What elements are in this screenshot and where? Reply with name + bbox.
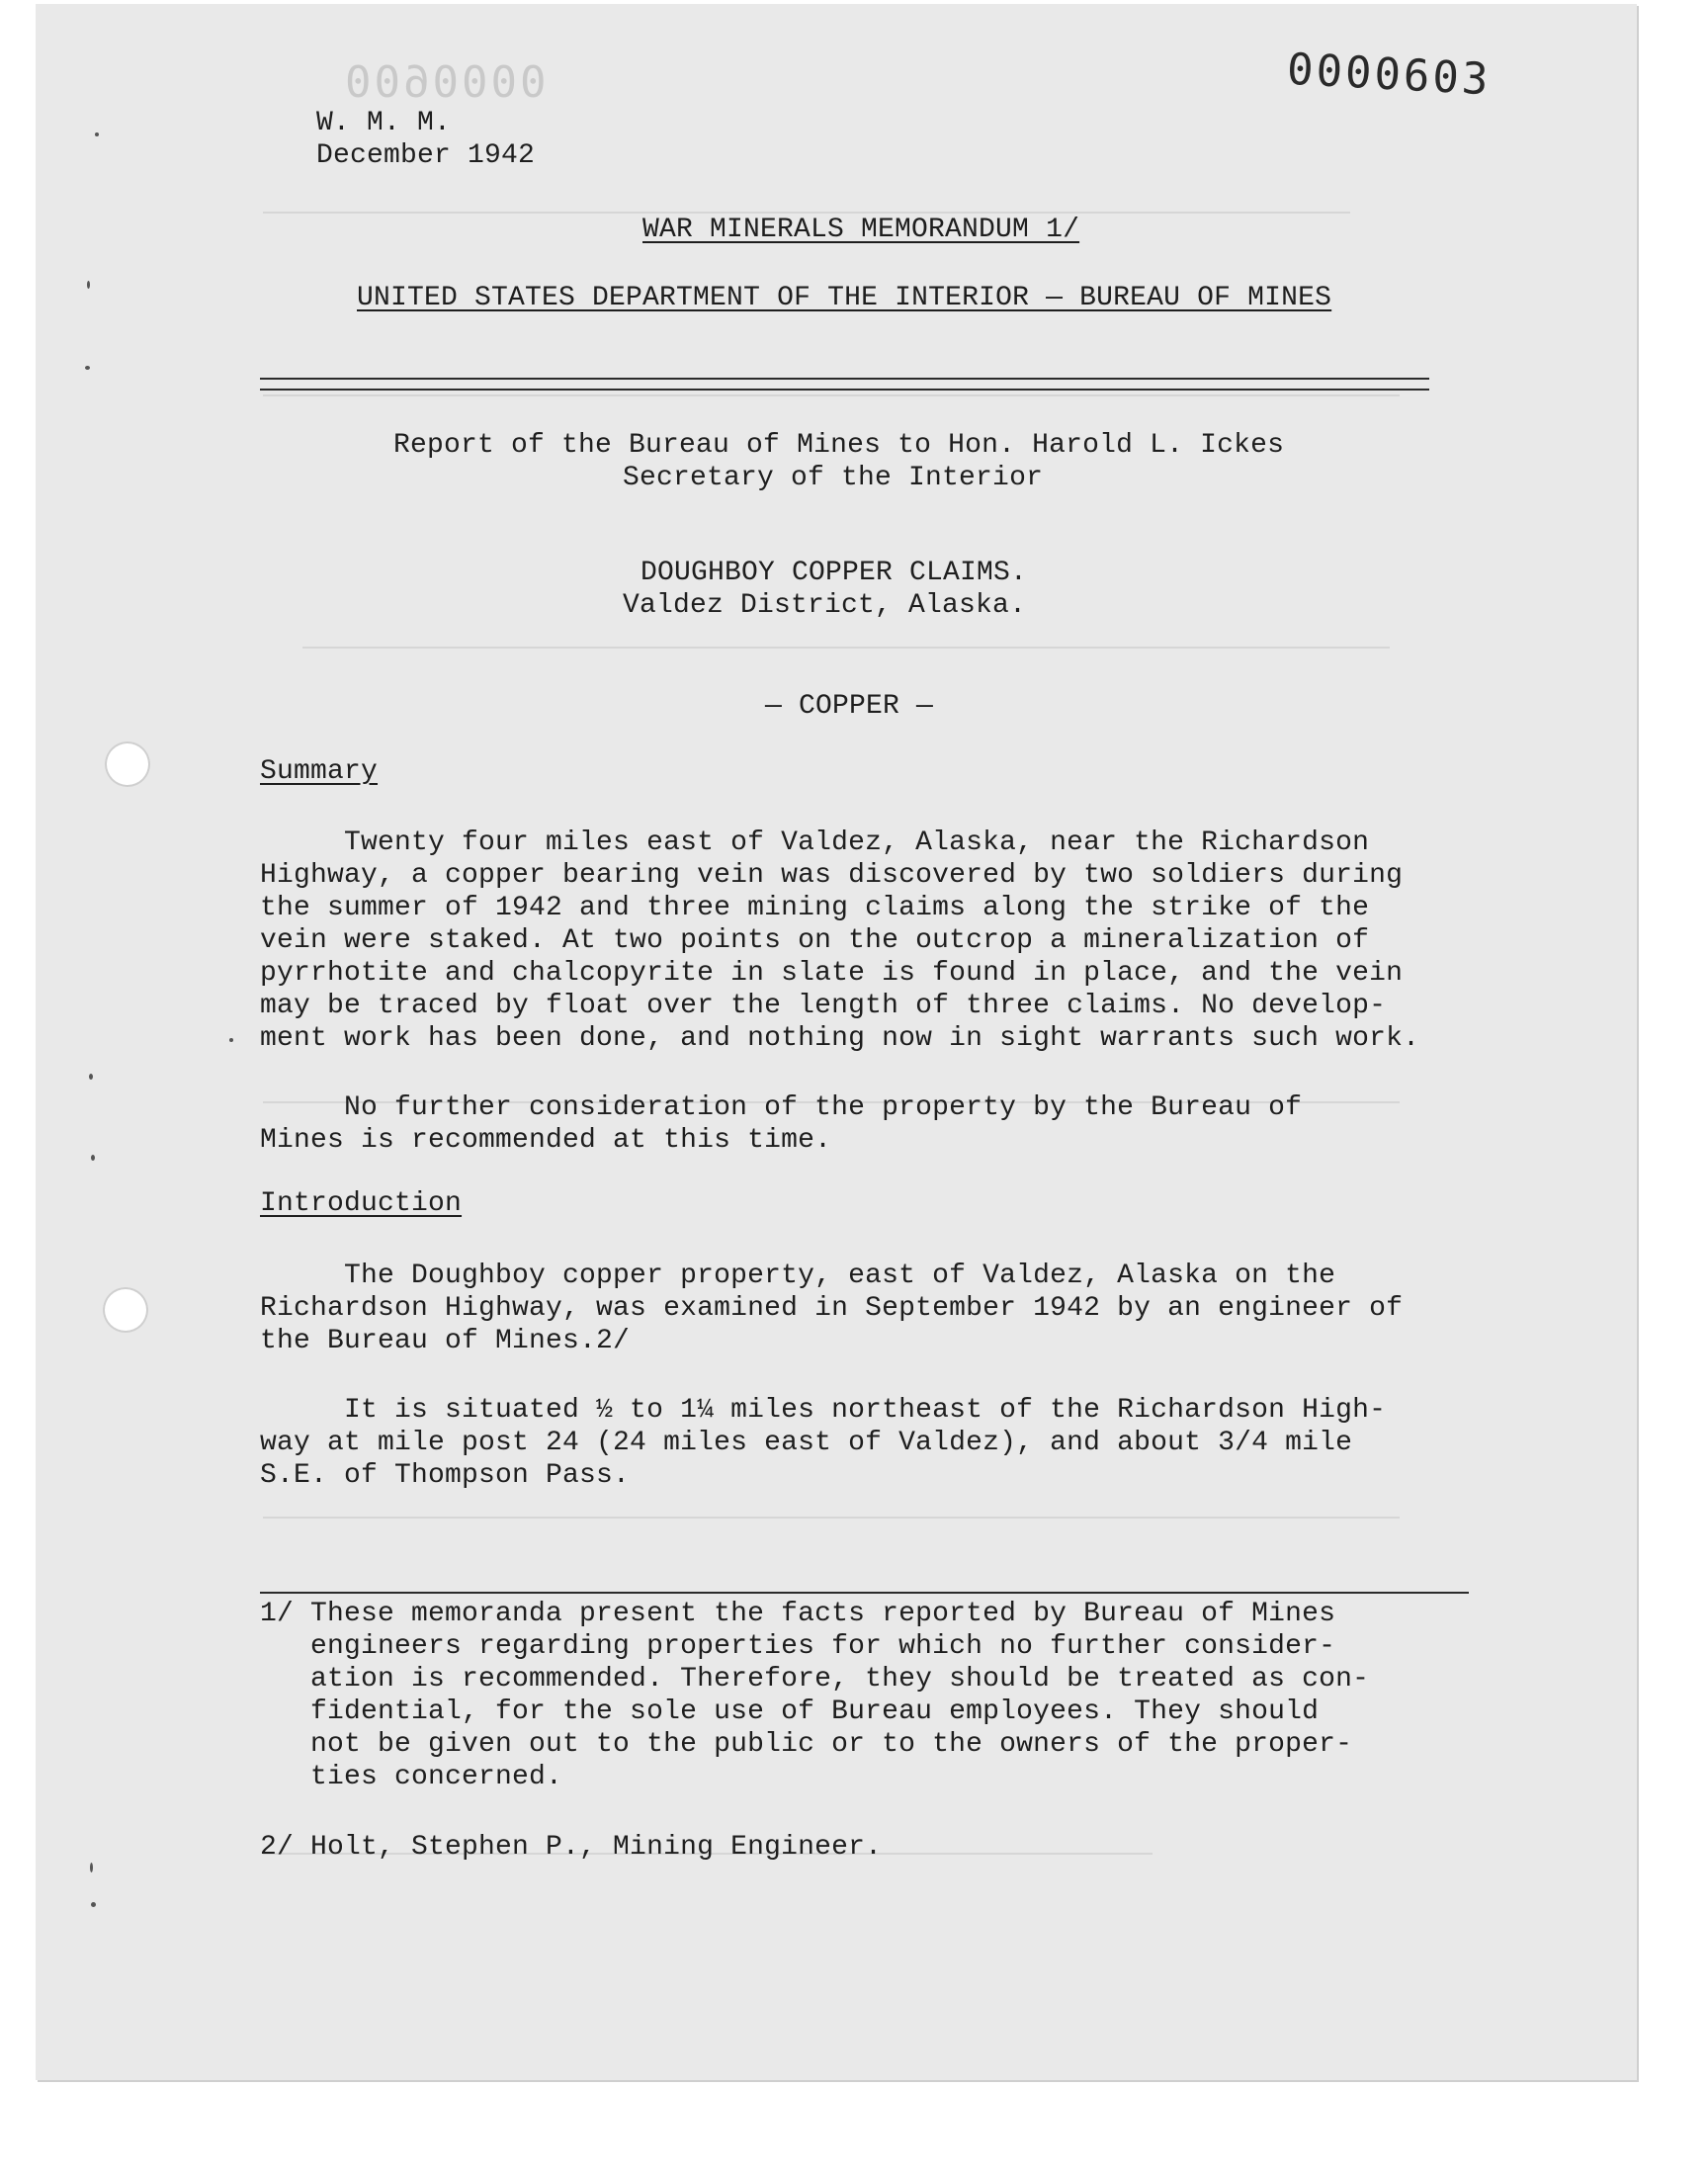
- text-line: ties concerned.: [260, 1762, 563, 1792]
- double-rule-top: [260, 378, 1429, 380]
- text-line: pyrrhotite and chalcopyrite in slate is found in place, and the vein: [260, 958, 1404, 989]
- double-rule-bottom: [260, 389, 1429, 391]
- text-line: Twenty four miles east of Valdez, Alaska, near the Richardson: [260, 827, 1370, 858]
- department-title: UNITED STATES DEPARTMENT OF THE INTERIOR — BUREAU OF MINES: [357, 283, 1332, 313]
- footnote-2: 2/ Holt, Stephen P., Mining Engineer.: [260, 1832, 883, 1863]
- text-line: ation is recommended. Therefore, they should be treated as con-: [260, 1664, 1370, 1695]
- scan-speck: [89, 1074, 93, 1080]
- punch-hole-bottom: [103, 1287, 148, 1333]
- scan-speck: [229, 1038, 233, 1042]
- text-line: Mines is recommended at this time.: [260, 1125, 832, 1156]
- report-line-1: Report of the Bureau of Mines to Hon. Harold L. Ickes: [393, 430, 1285, 461]
- scan-speck: [91, 1902, 96, 1907]
- scan-speck: [91, 1155, 95, 1161]
- document-page: [36, 4, 1637, 2080]
- bleed-through-line: [263, 394, 1400, 396]
- commodity: — COPPER —: [765, 691, 934, 722]
- text-line: fidential, for the sole use of Bureau employees. They should: [260, 1696, 1320, 1727]
- memo-title: WAR MINERALS MEMORANDUM 1/: [642, 215, 1080, 245]
- text-line: ment work has been done, and nothing now in sight warrants such work.: [260, 1023, 1420, 1054]
- text-line: 1/ These memoranda present the facts reported by Bureau of Mines: [260, 1599, 1336, 1629]
- introduction-heading: Introduction: [260, 1188, 463, 1219]
- text-line: not be given out to the public or to the owners of the proper-: [260, 1729, 1353, 1760]
- text-line: It is situated ½ to 1¼ miles northeast of the Richardson High-: [260, 1395, 1387, 1426]
- text-line: vein were staked. At two points on the outcrop a mineralization of: [260, 925, 1370, 956]
- scan-speck: [95, 132, 99, 136]
- text-line: the Bureau of Mines.2/: [260, 1326, 631, 1356]
- district: Valdez District, Alaska.: [623, 590, 1027, 621]
- text-line: the summer of 1942 and three mining claims along the strike of the: [260, 893, 1370, 923]
- text-line: engineers regarding properties for which no further consider-: [260, 1631, 1336, 1662]
- scan-speck: [87, 281, 90, 289]
- ghost-stamp-number: 0000600: [342, 57, 547, 108]
- text-line: S.E. of Thompson Pass.: [260, 1460, 631, 1491]
- scan-speck: [85, 366, 90, 370]
- memo-date: December 1942: [316, 140, 536, 171]
- text-line: No further consideration of the property by the Bureau of: [260, 1092, 1303, 1123]
- text-line: The Doughboy copper property, east of Valdez, Alaska on the: [260, 1261, 1336, 1291]
- scan-speck: [90, 1863, 93, 1872]
- report-line-2: Secretary of the Interior: [623, 463, 1044, 493]
- text-line: may be traced by float over the length of three claims. No develop-: [260, 991, 1387, 1021]
- bleed-through-line: [302, 647, 1390, 649]
- stamp-number: 0000603: [1285, 44, 1493, 106]
- punch-hole-top: [105, 741, 150, 787]
- footnote-rule: [260, 1592, 1469, 1594]
- bleed-through-line: [263, 1517, 1400, 1519]
- initials: W. M. M.: [316, 108, 452, 138]
- summary-heading: Summary: [260, 756, 379, 787]
- text-line: Highway, a copper bearing vein was discovered by two soldiers during: [260, 860, 1404, 891]
- text-line: Richardson Highway, was examined in September 1942 by an engineer of: [260, 1293, 1404, 1324]
- text-line: way at mile post 24 (24 miles east of Valdez), and about 3/4 mile: [260, 1428, 1353, 1458]
- property-name: DOUGHBOY COPPER CLAIMS.: [640, 558, 1028, 588]
